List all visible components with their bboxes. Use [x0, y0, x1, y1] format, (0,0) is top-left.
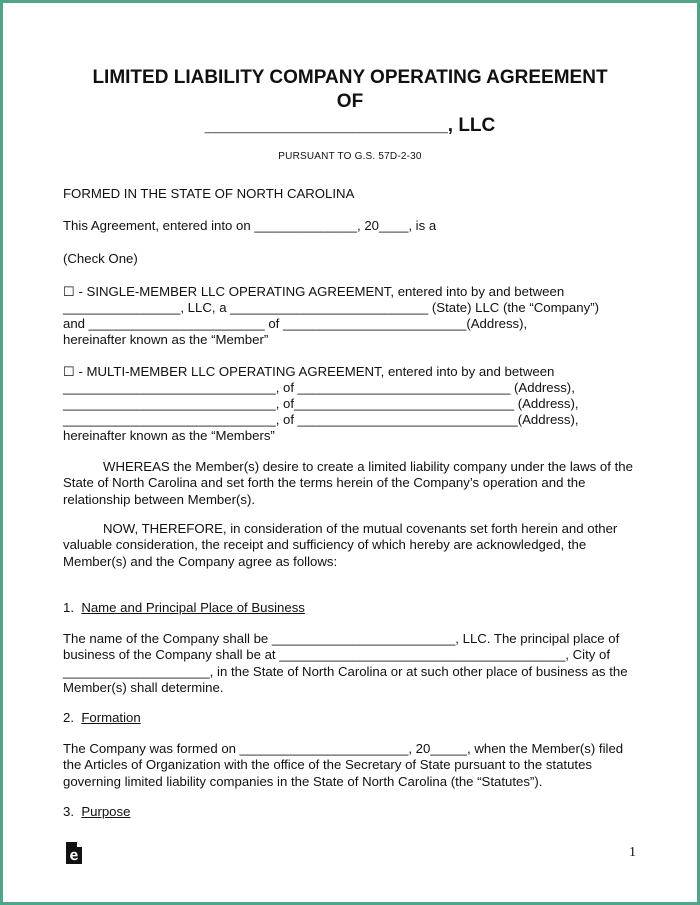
section-2-number: 2.: [63, 710, 74, 725]
section-1-body: The name of the Company shall be _________________________, LLC. The principal place of business of the Company shall be at _______________________________________, City of ____________________, in the State of North Carolina or at such other place of business as the Member(s) shall determine.: [63, 631, 628, 695]
multi-member-line-3: _____________________________, of______________________________ (Address),: [63, 396, 579, 411]
eforms-logo-icon: [64, 841, 84, 865]
page-number: 1: [629, 845, 636, 860]
section-2-heading: [63, 710, 141, 726]
section-1-title: Name and Principal Place of Business: [81, 600, 305, 615]
section-3-title: Purpose: [81, 804, 131, 819]
document-page: [3, 3, 697, 902]
multi-member-option[interactable]: ☐ - MULTI-MEMBER LLC OPERATING AGREEMENT, entered into by and between: [63, 364, 555, 379]
single-member-line-2: ________________, LLC, a ___________________________ (State) LLC (the “Company”): [63, 300, 599, 315]
multi-member-line-2: _____________________________, of _____________________________ (Address),: [63, 380, 575, 395]
multi-member-line-5: hereinafter known as the “Members”: [63, 428, 275, 443]
section-2-body: The Company was formed on _______________________, 20_____, when the Member(s) filed the Articles of Organization with the office of the Secretary of State pursuant to the statutes governing limited liability companies in the State of North Carolina (the “Statutes”).: [63, 741, 624, 789]
single-member-line-3: and ________________________ of _________________________(Address),: [63, 316, 528, 331]
single-member-option[interactable]: ☐ - SINGLE-MEMBER LLC OPERATING AGREEMENT, entered into by and between: [63, 284, 565, 299]
section-3-heading: [63, 804, 130, 820]
document-title-llc-name: _______________________, LLC: [204, 115, 496, 136]
section-1-heading: [63, 600, 305, 616]
whereas-paragraph: WHEREAS the Member(s) desire to create a limited liability company under the laws of the State of North Carolina and set forth the terms herein of the Company’s operation and the relationship between Member(s).: [63, 459, 633, 507]
check-one-label: (Check One): [63, 251, 138, 266]
now-therefore-paragraph: NOW, THEREFORE, in consideration of the mutual covenants set forth herein and other valuable consideration, the receipt and sufficiency of which hereby are acknowledged, the Member(s) and the Company agree as follows:: [63, 521, 618, 569]
pursuant-statute: PURSUANT TO G.S. 57D-2-30: [278, 151, 422, 162]
single-member-line-4: hereinafter known as the “Member”: [63, 332, 269, 347]
document-title: LIMITED LIABILITY COMPANY OPERATING AGREEMENT: [92, 67, 608, 88]
formed-state-line: FORMED IN THE STATE OF NORTH CAROLINA: [63, 186, 355, 201]
agreement-date-line: This Agreement, entered into on ______________, 20____, is a: [63, 218, 437, 233]
section-2-title: Formation: [81, 710, 141, 725]
multi-member-line-4: _____________________________, of ______________________________(Address),: [63, 412, 579, 427]
section-3-number: 3.: [63, 804, 74, 819]
section-1-number: 1.: [63, 600, 74, 615]
document-title-of: OF: [336, 91, 364, 112]
